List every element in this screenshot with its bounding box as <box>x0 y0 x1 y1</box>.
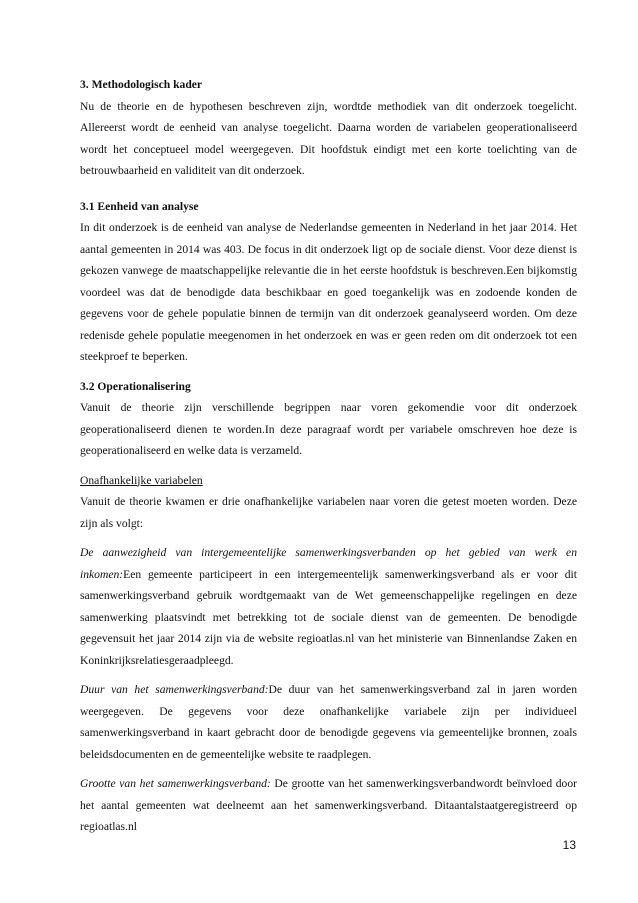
page-content <box>80 74 577 838</box>
section-3-heading: 3. Methodologisch kader <box>80 78 203 91</box>
variable-1-text: Een gemeente participeert in een intergemeentelijk samenwerkingsverband als er voor dit samenwerkingsverband gebruik wordtgemaakt van de Wet gemeenschappelijke regelingen en deze samenwerking plaatsvindt met betrekking tot de sociale dienst van de gemeenten. De benodigde gegevensuit het jaar 2014 zijn via de website regioatlas.nl van het ministerie van Binnenlandse Zaken en Koninkrijksrelatiesgeraadpleegd. <box>80 567 577 667</box>
section-3-1-heading: 3.1 Eenheid van analyse <box>80 199 199 213</box>
section-3-1-paragraph: In dit onderzoek is de eenheid van analyse de Nederlandse gemeenten in Nederland in het jaar 2014. Het aantal gemeenten in 2014 was 403. De focus in dit onderzoek ligt op de sociale dienst. Voor deze dienst is gekozen vanwege de maatschappelijke relevantie die in het eerste hoofdstuk is beschreven.Een bijkomstig voordeel was dat de benodigde data beschikbaar en goed toegankelijk was en zodoende konden de gegevens voor de gehele populatie binnen de termijn van dit onderzoek geanalyseerd worden. Om deze redenisde gehele populatie meegenomen in het onderzoek en was er geen reden om dit onderzoek tot een steekproef te beperken. <box>80 221 577 363</box>
page-number: 13 <box>562 838 576 852</box>
variable-2-label: Duur van het samenwerkingsverband: <box>80 683 269 696</box>
variable-3-text: De grootte van het samenwerkingsverbandwordt beïnvloed door het aantal gemeenten wat deelneemt aan het samenwerkingsverband. Ditaantalstaatgeregistreerd op regioatlas.nl <box>80 777 578 833</box>
independent-variables-heading: Onafhankelijke variabelen <box>80 473 203 487</box>
variable-3-label: Grootte van het samenwerkingsverband: <box>80 777 271 790</box>
variable-2-text: De duur van het samenwerkingsverband zal in jaren worden weergegeven. De gegevens voor deze onafhankelijke variabele zijn per individueel samenwerkingsverband in kaart gebracht door de benodigde gegevens via gemeentelijke bronnen, zoals beleidsdocumenten en de gemeentelijke website te raadplegen. <box>80 683 577 761</box>
variable-3-paragraph <box>80 773 577 838</box>
section-3-paragraph: Nu de theorie en de hypothesen beschreven zijn, wordtde methodiek van dit onderzoek toegelicht. Allereerst wordt de eenheid van analyse toegelicht. Daarna worden de variabelen geoperationaliseerd wordt het conceptueel model weergegeven. Dit hoofdstuk eindigt met een korte toelichting van de betrouwbaarheid en validiteit van dit onderzoek. <box>80 99 577 177</box>
variable-1-paragraph <box>80 542 577 671</box>
independent-variables-paragraph: Vanuit de theorie kwamen er drie onafhankelijke variabelen naar voren die getest moeten worden. Deze zijn als volgt: <box>80 495 577 530</box>
section-3-2-heading: 3.2 Operationalisering <box>80 379 191 393</box>
variable-2-paragraph <box>80 679 577 765</box>
variable-1-label: De aanwezigheid van intergemeentelijke samenwerkingsverbanden op het gebied van werk en inkomen: <box>80 546 577 581</box>
section-3-2-paragraph: Vanuit de theorie zijn verschillende begrippen naar voren gekomendie voor dit onderzoek geoperationaliseerd dienen te worden.In deze paragraaf wordt per variabele omschreven hoe deze is geoperationaliseerd en welke data is verzameld. <box>80 401 577 457</box>
